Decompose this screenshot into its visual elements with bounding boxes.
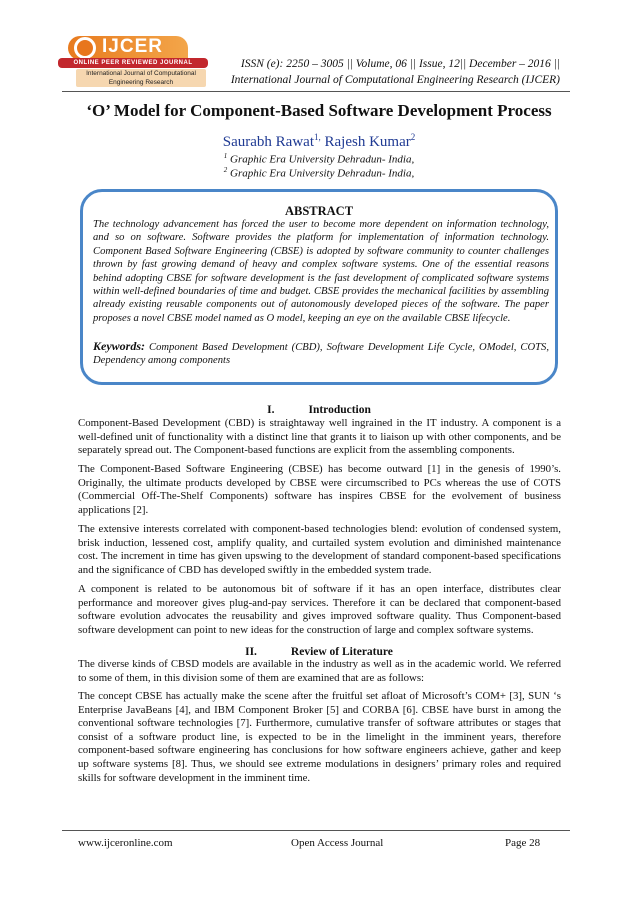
intro-paragraph-4: A component is related to be autonomous bit of software if it has an open interface, distributes clear performance and moreover gives plug-and-pay services. Therefore it can be declared that component-based software evolution advocates the reusability and gives improved software quality. Thus Component-based software development can point to new ideas for the construction of large and complex software systems. (78, 583, 561, 636)
footer-page-number: Page 28 (505, 837, 541, 849)
issn-line: ISSN (e): 2250 – 3005 || Volume, 06 || Issue, 12|| December – 2016 || (240, 58, 560, 70)
affiliation-2-text: Graphic Era University Dehradun- India, (227, 167, 415, 180)
abstract-heading: ABSTRACT (284, 204, 354, 218)
journal-name: International Journal of Computational Engineering Research (IJCER) (230, 74, 560, 86)
keywords-text: Component Based Development (CBD), Software Development Life Cycle, OModel, COTS, Dependency among components (93, 342, 549, 367)
footer-divider (62, 830, 570, 831)
section-2-title: Review of Literature (290, 646, 393, 658)
abstract-text: The technology advancement has forced the user to become more dependent on information technology, and so on software. Software provides the platform for implementation of information technology. Component Based Software Engineering (CBSE) is adopted by software community to counter challenges thrown by fast growing demand of heavy and complex software systems. One of the essential reasons behind adopting CBSE for software development is the fast development of complicated software systems within well-defined boundaries of time and budget. CBSE provides the mechanical facilities by assembling already existing reusable components out of autonomously developed pieces of the software. The paper proposes a novel CBSE model named as O model, keeping an eye on the available CBSE lifecycle. (93, 219, 549, 324)
section-review-heading (62, 646, 576, 658)
author-2: Rajesh Kumar (320, 134, 411, 150)
logo-name: IJCER (102, 36, 163, 57)
footer-center-text: Open Access Journal (291, 837, 384, 849)
author-1: Saurabh Rawat (222, 134, 314, 150)
keywords-label: Keywords: (93, 339, 145, 353)
logo-subtitle (76, 69, 206, 87)
section-1-title: Introduction (308, 404, 371, 416)
affiliation-1 (40, 152, 598, 166)
affiliation-1-text: Graphic Era University Dehradun- India, (227, 153, 415, 166)
footer-website-link[interactable]: www.ijceronline.com (78, 837, 173, 849)
author-1-sup: 1, (314, 132, 321, 142)
intro-paragraph-3: The extensive interests correlated with component-based technologies blend: evolution of condensed system, brisk induction, lessened cost, amplify quality, and curtailed system evolution and diminished maintenance cost. The increment in time has given upswing to the development of standard component-based specifications and the significance of CBD has developed swiftly in the embedded system trade. (78, 523, 561, 576)
logo-band (58, 58, 208, 68)
journal-header (228, 56, 560, 88)
author-list (40, 132, 598, 151)
logo-band-text: ONLINE PEER REVIEWED JOURNAL (73, 60, 193, 66)
affiliation-2 (40, 166, 598, 180)
intro-paragraph-1: Component-Based Development (CBD) is straightaway well ingrained in the IT industry. A component is a well-defined unit of functionality with a distinct line that grants it to liaison up with other components, and be separately spread out. The Component-based functions are explicit from the assembling components. (78, 417, 561, 457)
keywords (93, 340, 549, 368)
section-introduction-heading (62, 404, 576, 416)
header-divider (62, 91, 570, 92)
paper-title: ‘O’ Model for Component-Based Software Development Process (86, 101, 552, 120)
review-paragraph-1: The diverse kinds of CBSD models are available in the industry as well as in the academic world. We referred to some of them, in this division some of them are examined that are as follows: (78, 658, 561, 684)
logo-globe-icon (74, 37, 96, 59)
section-2-number: II. (245, 646, 257, 658)
logo-subtitle-line1: International Journal of Computational (86, 70, 196, 77)
affiliation-2-sup: 2 (223, 166, 228, 174)
affiliation-1-sup: 1 (223, 152, 228, 160)
logo-subtitle-line2: Engineering Research (108, 79, 174, 86)
author-2-sup: 2 (410, 132, 416, 142)
review-paragraph-2: The concept CBSE has actually make the scene after the fruitful set afloat of Microsoft’s COM+ [3], SUN ‘s Enterprise JavaBeans [4], and IBM Component Broker [5] and CORBA [6]. CBSE have burst in among the conventional software technologies [7]. Furthermore, cumulative transfer of software attributes or stages that consist of a software product line, is expected to be in the limelight in the imminent years, therefore component-based software engineering has conclusions for how software engineers achieve, gather and keep up software systems [8]. Thus, we should see extreme modulations in designers’ primary roles and required skills for software development in the imminent time. (78, 690, 561, 784)
journal-logo (58, 34, 218, 96)
abstract-box (80, 189, 558, 385)
section-1-number: I. (267, 404, 275, 416)
intro-paragraph-2: The Component-Based Software Engineering (CBSE) has become outward [1] in the genesis of 1990’s. Originally, the ultimate products developed by CBSE were circumscribed to PCs whereas the use of COTS (Commercial Off-The-Shelf Components) software has inspires CBSE for the evolvement of business applications [2]. (78, 463, 561, 516)
